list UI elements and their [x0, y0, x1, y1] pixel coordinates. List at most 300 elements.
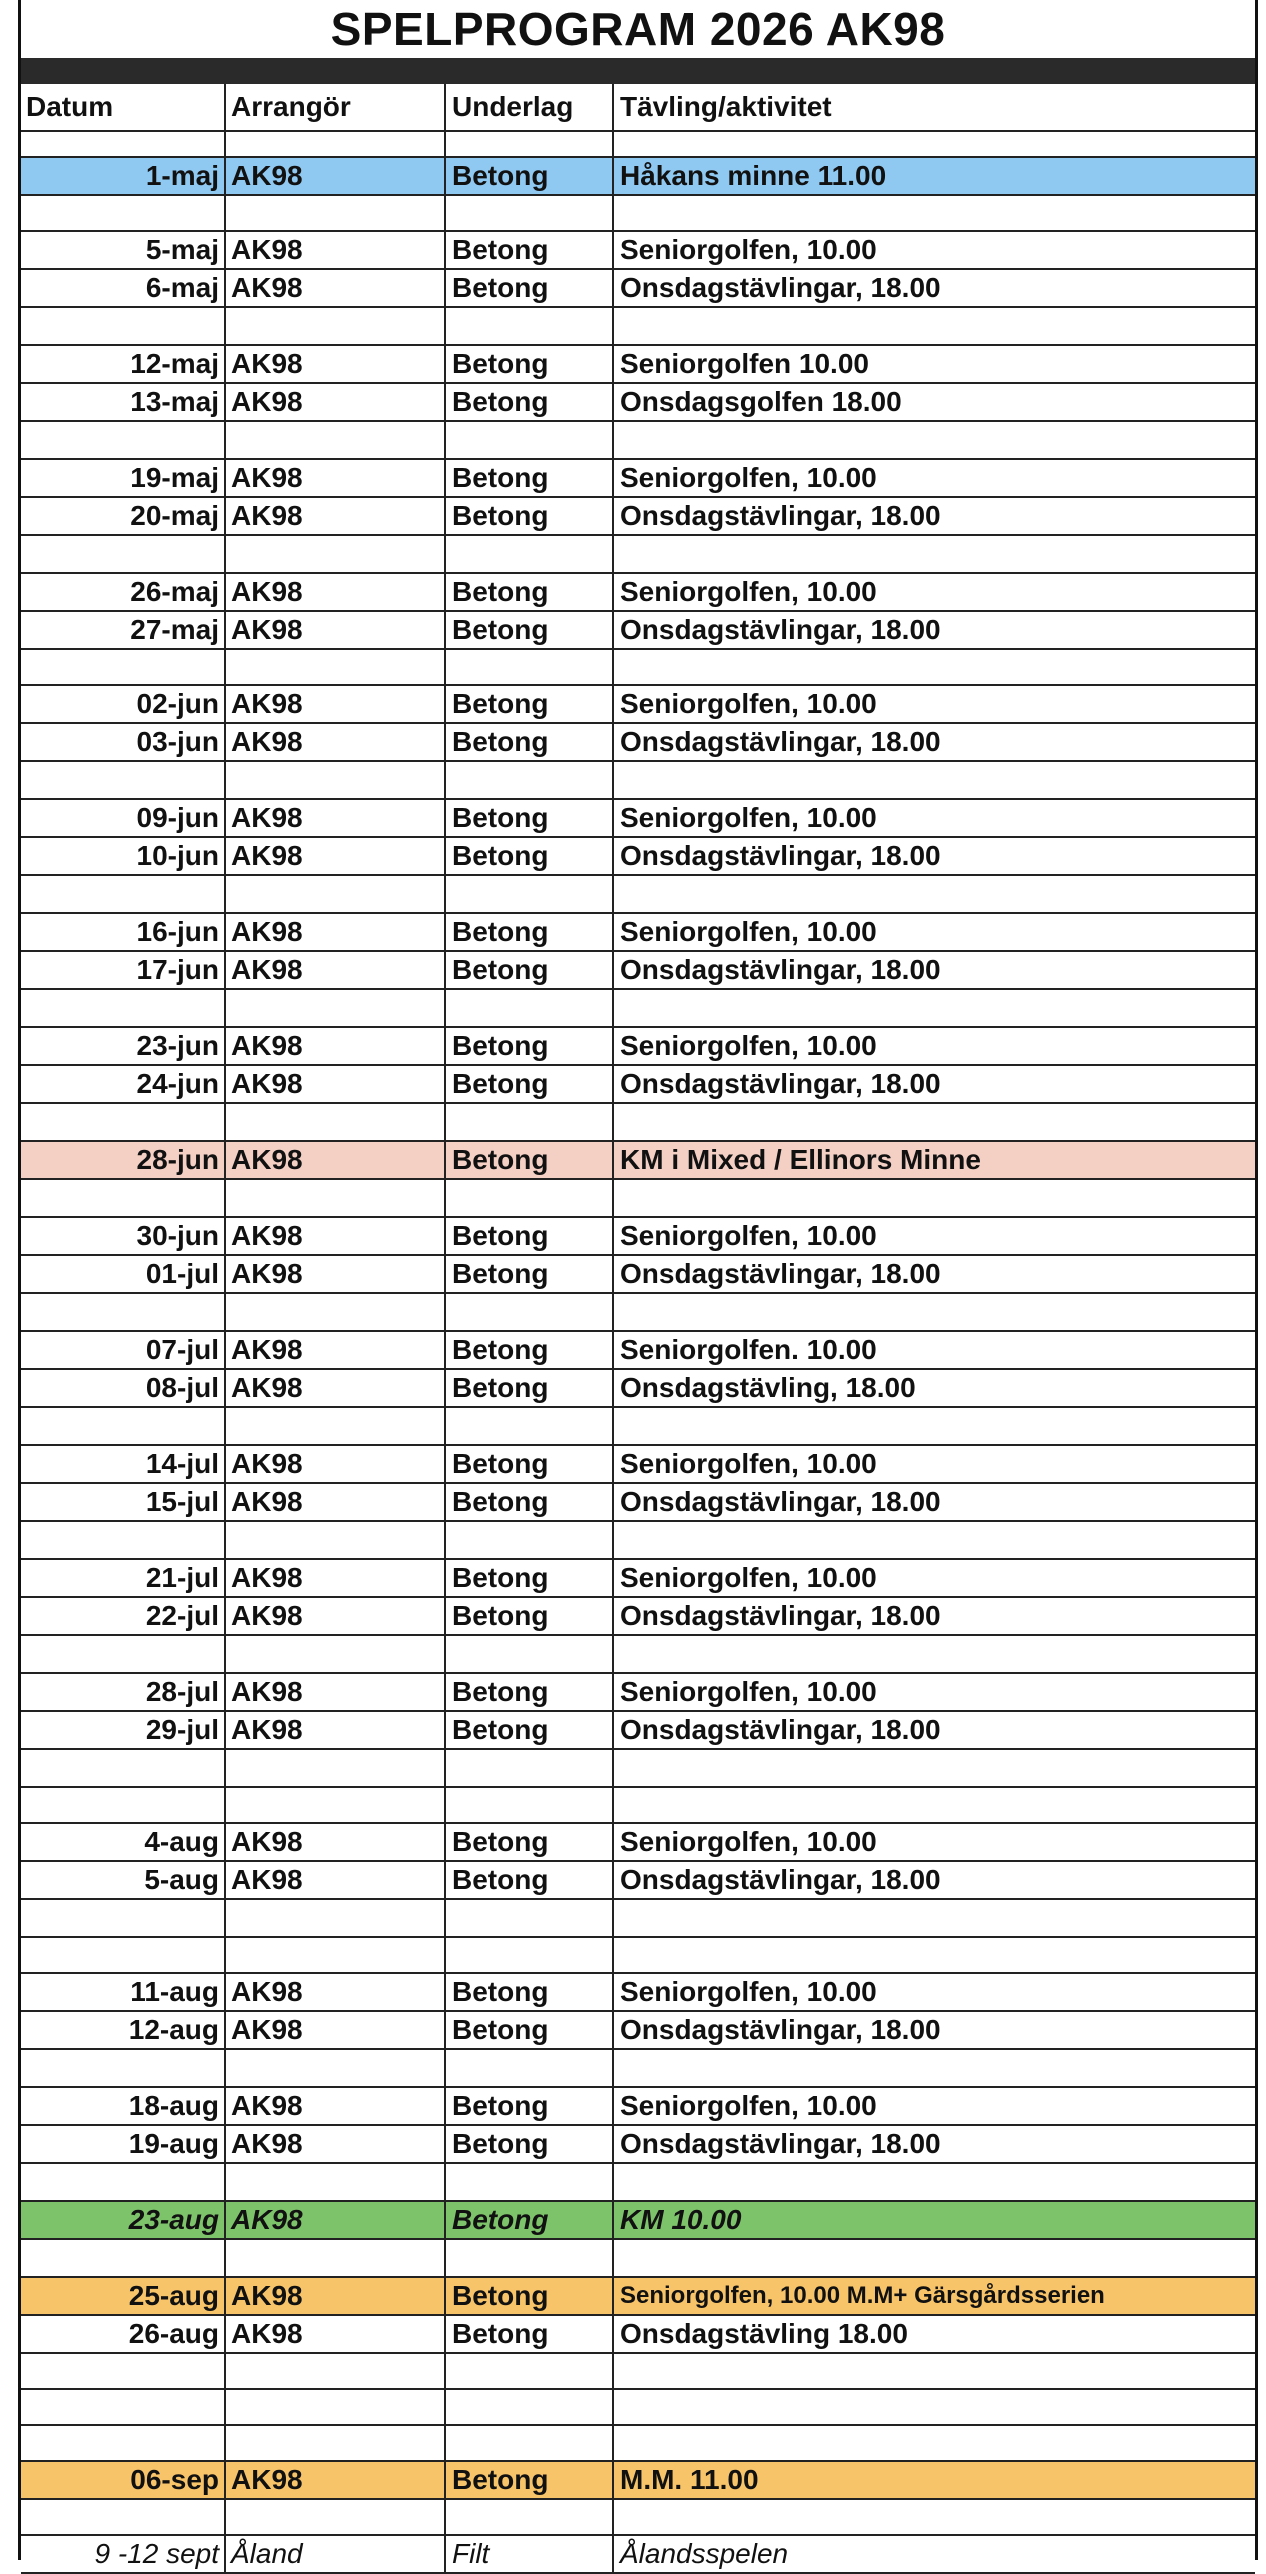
empty-cell [226, 1636, 446, 1672]
cell-aktivitet: Seniorgolfen, 10.00 [620, 2090, 877, 2121]
cell-datum: 12-aug [21, 2012, 226, 2048]
empty-cell [21, 762, 226, 798]
table-row [21, 1028, 1255, 1066]
empty-cell [21, 2500, 226, 2534]
empty-cell [614, 536, 1255, 572]
cell-datum: 24-jun [21, 1066, 226, 1102]
cell-arrangor: AK98 [226, 1332, 446, 1368]
cell-arrangor: AK98 [226, 838, 446, 874]
empty-cell [446, 2354, 614, 2388]
cell-arrangor: AK98 [226, 346, 446, 382]
empty-cell [226, 1750, 446, 1786]
blank-row [21, 876, 1255, 914]
empty-cell [614, 2390, 1255, 2424]
empty-cell [614, 2426, 1255, 2460]
cell-arrangor: AK98 [226, 270, 446, 306]
empty-cell [226, 762, 446, 798]
empty-cell [226, 132, 446, 156]
empty-cell [226, 2050, 446, 2086]
cell-datum: 4-aug [21, 1824, 226, 1860]
cell-aktivitet: KM 10.00 [620, 2204, 742, 2235]
empty-cell [21, 2390, 226, 2424]
table-row [21, 800, 1255, 838]
cell-aktivitet: Onsdagstävlingar, 18.00 [620, 726, 941, 757]
empty-cell [614, 1900, 1255, 1936]
table-row [21, 2536, 1255, 2574]
cell-datum: 01-jul [21, 1256, 226, 1292]
cell-arrangor: AK98 [226, 384, 446, 420]
blank-row [21, 1750, 1255, 1788]
empty-cell [614, 1938, 1255, 1972]
empty-cell [446, 2240, 614, 2276]
empty-cell [614, 762, 1255, 798]
empty-cell [614, 1636, 1255, 1672]
empty-cell [226, 1522, 446, 1558]
cell-underlag: Betong [446, 270, 614, 306]
cell-datum: 09-jun [21, 800, 226, 836]
blank-row [21, 2240, 1255, 2278]
cell-arrangor: AK98 [226, 1560, 446, 1596]
table-row [21, 1560, 1255, 1598]
blank-row [21, 308, 1255, 346]
title-divider [21, 58, 1255, 84]
cell-datum: 03-jun [21, 724, 226, 760]
empty-cell [226, 650, 446, 684]
empty-cell [21, 650, 226, 684]
empty-cell [226, 990, 446, 1026]
empty-cell [614, 308, 1255, 344]
empty-cell [226, 1900, 446, 1936]
cell-underlag: Betong [446, 1674, 614, 1710]
cell-aktivitet: Seniorgolfen, 10.00 [620, 1976, 877, 2007]
cell-underlag: Betong [446, 1712, 614, 1748]
cell-aktivitet: Onsdagstävlingar, 18.00 [620, 272, 941, 303]
table-row [21, 1674, 1255, 1712]
cell-datum: 23-jun [21, 1028, 226, 1064]
empty-cell [446, 1636, 614, 1672]
table-row [21, 1862, 1255, 1900]
empty-cell [226, 1408, 446, 1444]
cell-aktivitet: M.M. 11.00 [620, 2464, 759, 2495]
empty-cell [446, 1180, 614, 1216]
empty-cell [446, 422, 614, 458]
table-row [21, 838, 1255, 876]
cell-aktivitet: Seniorgolfen, 10.00 [620, 802, 877, 833]
table-row [21, 574, 1255, 612]
table-row [21, 724, 1255, 762]
cell-underlag: Betong [446, 1028, 614, 1064]
empty-cell [614, 196, 1255, 230]
cell-aktivitet: Onsdagstävlingar, 18.00 [620, 1068, 941, 1099]
cell-arrangor: AK98 [226, 2088, 446, 2124]
header-arrangor: Arrangör [226, 84, 446, 130]
cell-aktivitet: Onsdagstävlingar, 18.00 [620, 1714, 941, 1745]
cell-aktivitet: Seniorgolfen, 10.00 [620, 916, 877, 947]
empty-cell [614, 1294, 1255, 1330]
table-row [21, 1824, 1255, 1862]
empty-cell [21, 2164, 226, 2200]
empty-cell [446, 1750, 614, 1786]
blank-row [21, 2390, 1255, 2426]
cell-datum: 08-jul [21, 1370, 226, 1406]
table-body [21, 132, 1255, 2574]
cell-arrangor: AK98 [226, 498, 446, 534]
empty-cell [21, 1938, 226, 1972]
cell-underlag: Betong [446, 612, 614, 648]
cell-arrangor: AK98 [226, 1674, 446, 1710]
empty-cell [614, 650, 1255, 684]
cell-datum: 11-aug [21, 1974, 226, 2010]
cell-aktivitet: Onsdagstävlingar, 18.00 [620, 1600, 941, 1631]
blank-row [21, 2354, 1255, 2390]
table-row [21, 1332, 1255, 1370]
cell-arrangor: AK98 [226, 2202, 446, 2238]
empty-cell [21, 2426, 226, 2460]
header-datum: Datum [21, 84, 226, 130]
empty-cell [21, 1750, 226, 1786]
cell-underlag: Betong [446, 498, 614, 534]
cell-arrangor: AK98 [226, 1446, 446, 1482]
table-row [21, 2278, 1255, 2316]
cell-aktivitet: Onsdagstävlingar, 18.00 [620, 1864, 941, 1895]
cell-aktivitet: Seniorgolfen, 10.00 [620, 1448, 877, 1479]
table-row [21, 2462, 1255, 2500]
empty-cell [614, 990, 1255, 1026]
table-row [21, 2012, 1255, 2050]
cell-underlag: Betong [446, 2202, 614, 2238]
empty-cell [21, 1104, 226, 1140]
cell-datum: 21-jul [21, 1560, 226, 1596]
cell-underlag: Betong [446, 346, 614, 382]
table-row [21, 1484, 1255, 1522]
empty-cell [226, 1294, 446, 1330]
cell-arrangor: AK98 [226, 1256, 446, 1292]
empty-cell [226, 1938, 446, 1972]
cell-datum: 12-maj [21, 346, 226, 382]
header-aktivitet: Tävling/aktivitet [620, 91, 832, 122]
cell-datum: 1-maj [21, 158, 226, 194]
blank-row [21, 2164, 1255, 2202]
table-row [21, 158, 1255, 196]
header-underlag: Underlag [446, 84, 614, 130]
empty-cell [446, 2390, 614, 2424]
cell-datum: 06-sep [21, 2462, 226, 2498]
cell-arrangor: AK98 [226, 2462, 446, 2498]
cell-underlag: Betong [446, 1256, 614, 1292]
empty-cell [614, 1522, 1255, 1558]
blank-row [21, 1788, 1255, 1824]
cell-underlag: Betong [446, 1066, 614, 1102]
blank-row [21, 1900, 1255, 1938]
cell-arrangor: AK98 [226, 2316, 446, 2352]
empty-cell [226, 2240, 446, 2276]
empty-cell [614, 876, 1255, 912]
cell-arrangor: AK98 [226, 574, 446, 610]
cell-datum: 28-jun [21, 1142, 226, 1178]
cell-underlag: Betong [446, 1332, 614, 1368]
empty-cell [21, 1900, 226, 1936]
table-row [21, 1066, 1255, 1104]
empty-cell [446, 1408, 614, 1444]
blank-row [21, 2426, 1255, 2462]
cell-aktivitet: Seniorgolfen, 10.00 [620, 1220, 877, 1251]
cell-underlag: Betong [446, 724, 614, 760]
empty-cell [226, 1788, 446, 1822]
empty-cell [21, 2354, 226, 2388]
table-row [21, 1446, 1255, 1484]
blank-row [21, 2500, 1255, 2536]
blank-row [21, 2050, 1255, 2088]
cell-aktivitet: Seniorgolfen. 10.00 [620, 1334, 877, 1365]
empty-cell [614, 1408, 1255, 1444]
empty-cell [614, 2240, 1255, 2276]
cell-underlag: Betong [446, 952, 614, 988]
cell-underlag: Betong [446, 574, 614, 610]
cell-aktivitet: Onsdagsgolfen 18.00 [620, 386, 902, 417]
empty-cell [446, 876, 614, 912]
cell-arrangor: AK98 [226, 800, 446, 836]
cell-arrangor: AK98 [226, 232, 446, 268]
cell-underlag: Betong [446, 2278, 614, 2314]
table-row [21, 2088, 1255, 2126]
cell-arrangor: AK98 [226, 612, 446, 648]
empty-cell [614, 2164, 1255, 2200]
table-row [21, 952, 1255, 990]
cell-datum: 16-jun [21, 914, 226, 950]
cell-underlag: Betong [446, 232, 614, 268]
empty-cell [21, 196, 226, 230]
cell-underlag: Betong [446, 1484, 614, 1520]
cell-datum: 29-jul [21, 1712, 226, 1748]
blank-row [21, 196, 1255, 232]
cell-arrangor: AK98 [226, 1712, 446, 1748]
empty-cell [446, 1788, 614, 1822]
cell-aktivitet: Onsdagstävlingar, 18.00 [620, 840, 941, 871]
empty-cell [446, 2050, 614, 2086]
cell-arrangor: AK98 [226, 914, 446, 950]
cell-datum: 26-aug [21, 2316, 226, 2352]
cell-arrangor: AK98 [226, 1824, 446, 1860]
empty-cell [226, 2354, 446, 2388]
empty-cell [446, 2426, 614, 2460]
cell-underlag: Betong [446, 1862, 614, 1898]
table-row [21, 2126, 1255, 2164]
cell-arrangor: AK98 [226, 724, 446, 760]
cell-underlag: Betong [446, 384, 614, 420]
table-row [21, 384, 1255, 422]
cell-aktivitet: Onsdagstävlingar, 18.00 [620, 1486, 941, 1517]
blank-row [21, 1938, 1255, 1974]
cell-underlag: Betong [446, 1218, 614, 1254]
cell-arrangor: AK98 [226, 1974, 446, 2010]
page-title: SPELPROGRAM 2026 AK98 [330, 3, 946, 55]
cell-aktivitet: Seniorgolfen, 10.00 [620, 1562, 877, 1593]
cell-aktivitet: Seniorgolfen, 10.00 [620, 1030, 877, 1061]
blank-row [21, 422, 1255, 460]
table-row [21, 460, 1255, 498]
blank-row [21, 990, 1255, 1028]
cell-datum: 23-aug [21, 2202, 226, 2238]
cell-underlag: Betong [446, 460, 614, 496]
cell-arrangor: AK98 [226, 686, 446, 722]
blank-row [21, 650, 1255, 686]
empty-cell [614, 2354, 1255, 2388]
cell-aktivitet: Onsdagstävlingar, 18.00 [620, 614, 941, 645]
cell-aktivitet: KM i Mixed / Ellinors Minne [620, 1144, 981, 1175]
table-row [21, 1370, 1255, 1408]
empty-cell [21, 990, 226, 1026]
cell-underlag: Betong [446, 2088, 614, 2124]
blank-row [21, 132, 1255, 158]
cell-datum: 26-maj [21, 574, 226, 610]
empty-cell [614, 1788, 1255, 1822]
cell-arrangor: AK98 [226, 1066, 446, 1102]
cell-datum: 6-maj [21, 270, 226, 306]
empty-cell [614, 1180, 1255, 1216]
empty-cell [21, 1180, 226, 1216]
empty-cell [614, 1104, 1255, 1140]
empty-cell [21, 132, 226, 156]
cell-underlag: Betong [446, 1824, 614, 1860]
empty-cell [446, 196, 614, 230]
table-row [21, 270, 1255, 308]
table-row [21, 1712, 1255, 1750]
cell-arrangor: AK98 [226, 2278, 446, 2314]
blank-row [21, 1522, 1255, 1560]
empty-cell [446, 650, 614, 684]
empty-cell [614, 1750, 1255, 1786]
blank-row [21, 762, 1255, 800]
cell-arrangor: AK98 [226, 1218, 446, 1254]
cell-aktivitet: Onsdagstävlingar, 18.00 [620, 500, 941, 531]
empty-cell [614, 422, 1255, 458]
empty-cell [21, 876, 226, 912]
empty-cell [21, 2240, 226, 2276]
cell-datum: 30-jun [21, 1218, 226, 1254]
empty-cell [446, 1900, 614, 1936]
cell-underlag: Betong [446, 1974, 614, 2010]
table-row [21, 498, 1255, 536]
cell-aktivitet: Seniorgolfen, 10.00 [620, 234, 877, 265]
cell-arrangor: AK98 [226, 2126, 446, 2162]
table-row [21, 686, 1255, 724]
empty-cell [446, 1938, 614, 1972]
table-row [21, 1598, 1255, 1636]
empty-cell [226, 2426, 446, 2460]
empty-cell [21, 1788, 226, 1822]
cell-arrangor: AK98 [226, 158, 446, 194]
cell-underlag: Betong [446, 2126, 614, 2162]
cell-datum: 14-jul [21, 1446, 226, 1482]
cell-underlag: Betong [446, 838, 614, 874]
cell-underlag: Betong [446, 2316, 614, 2352]
cell-underlag: Betong [446, 2462, 614, 2498]
empty-cell [21, 1522, 226, 1558]
cell-datum: 28-jul [21, 1674, 226, 1710]
table-row [21, 346, 1255, 384]
cell-aktivitet: Seniorgolfen, 10.00 [620, 1826, 877, 1857]
empty-cell [21, 1408, 226, 1444]
empty-cell [21, 1294, 226, 1330]
cell-arrangor: AK98 [226, 952, 446, 988]
cell-underlag: Betong [446, 1142, 614, 1178]
blank-row [21, 1408, 1255, 1446]
cell-underlag: Betong [446, 1446, 614, 1482]
blank-row [21, 1294, 1255, 1332]
empty-cell [446, 2164, 614, 2200]
cell-aktivitet: Seniorgolfen, 10.00 [620, 576, 877, 607]
cell-aktivitet: Onsdagstävling, 18.00 [620, 1372, 916, 1403]
cell-datum: 9 -12 sept [21, 2536, 226, 2572]
cell-aktivitet: Onsdagstävlingar, 18.00 [620, 954, 941, 985]
cell-datum: 02-jun [21, 686, 226, 722]
cell-underlag: Betong [446, 1560, 614, 1596]
empty-cell [446, 2500, 614, 2534]
schedule-sheet [18, 0, 1258, 2569]
table-row [21, 2202, 1255, 2240]
cell-arrangor: AK98 [226, 1142, 446, 1178]
cell-datum: 25-aug [21, 2278, 226, 2314]
table-row [21, 1974, 1255, 2012]
empty-cell [226, 2390, 446, 2424]
table-row [21, 232, 1255, 270]
empty-cell [21, 308, 226, 344]
empty-cell [446, 536, 614, 572]
cell-underlag: Betong [446, 686, 614, 722]
cell-arrangor: AK98 [226, 1862, 446, 1898]
cell-datum: 17-jun [21, 952, 226, 988]
cell-aktivitet: Håkans minne 11.00 [620, 160, 887, 191]
empty-cell [226, 536, 446, 572]
cell-datum: 5-aug [21, 1862, 226, 1898]
empty-cell [226, 422, 446, 458]
cell-underlag: Betong [446, 2012, 614, 2048]
empty-cell [446, 1294, 614, 1330]
cell-datum: 22-jul [21, 1598, 226, 1634]
empty-cell [21, 1636, 226, 1672]
cell-underlag: Betong [446, 1598, 614, 1634]
cell-underlag: Betong [446, 158, 614, 194]
empty-cell [446, 990, 614, 1026]
cell-datum: 18-aug [21, 2088, 226, 2124]
cell-aktivitet: Seniorgolfen, 10.00 [620, 462, 877, 493]
cell-aktivitet: Seniorgolfen, 10.00 [620, 1676, 877, 1707]
cell-datum: 19-maj [21, 460, 226, 496]
empty-cell [446, 308, 614, 344]
schedule-table [21, 84, 1255, 2574]
cell-arrangor: AK98 [226, 1370, 446, 1406]
empty-cell [446, 1104, 614, 1140]
empty-cell [21, 422, 226, 458]
table-row [21, 914, 1255, 952]
table-row [21, 612, 1255, 650]
cell-datum: 19-aug [21, 2126, 226, 2162]
cell-datum: 20-maj [21, 498, 226, 534]
cell-arrangor: AK98 [226, 460, 446, 496]
cell-underlag: Filt [446, 2536, 614, 2572]
cell-aktivitet: Seniorgolfen, 10.00 M.M+ Gärsgårdsserien [620, 2282, 1105, 2309]
cell-aktivitet: Seniorgolfen, 10.00 [620, 688, 877, 719]
cell-aktivitet: Onsdagstävlingar, 18.00 [620, 1258, 941, 1289]
empty-cell [614, 2050, 1255, 2086]
cell-arrangor: AK98 [226, 1028, 446, 1064]
table-header [21, 84, 1255, 132]
cell-datum: 13-maj [21, 384, 226, 420]
empty-cell [614, 2500, 1255, 2534]
cell-datum: 15-jul [21, 1484, 226, 1520]
empty-cell [446, 132, 614, 156]
empty-cell [226, 1104, 446, 1140]
